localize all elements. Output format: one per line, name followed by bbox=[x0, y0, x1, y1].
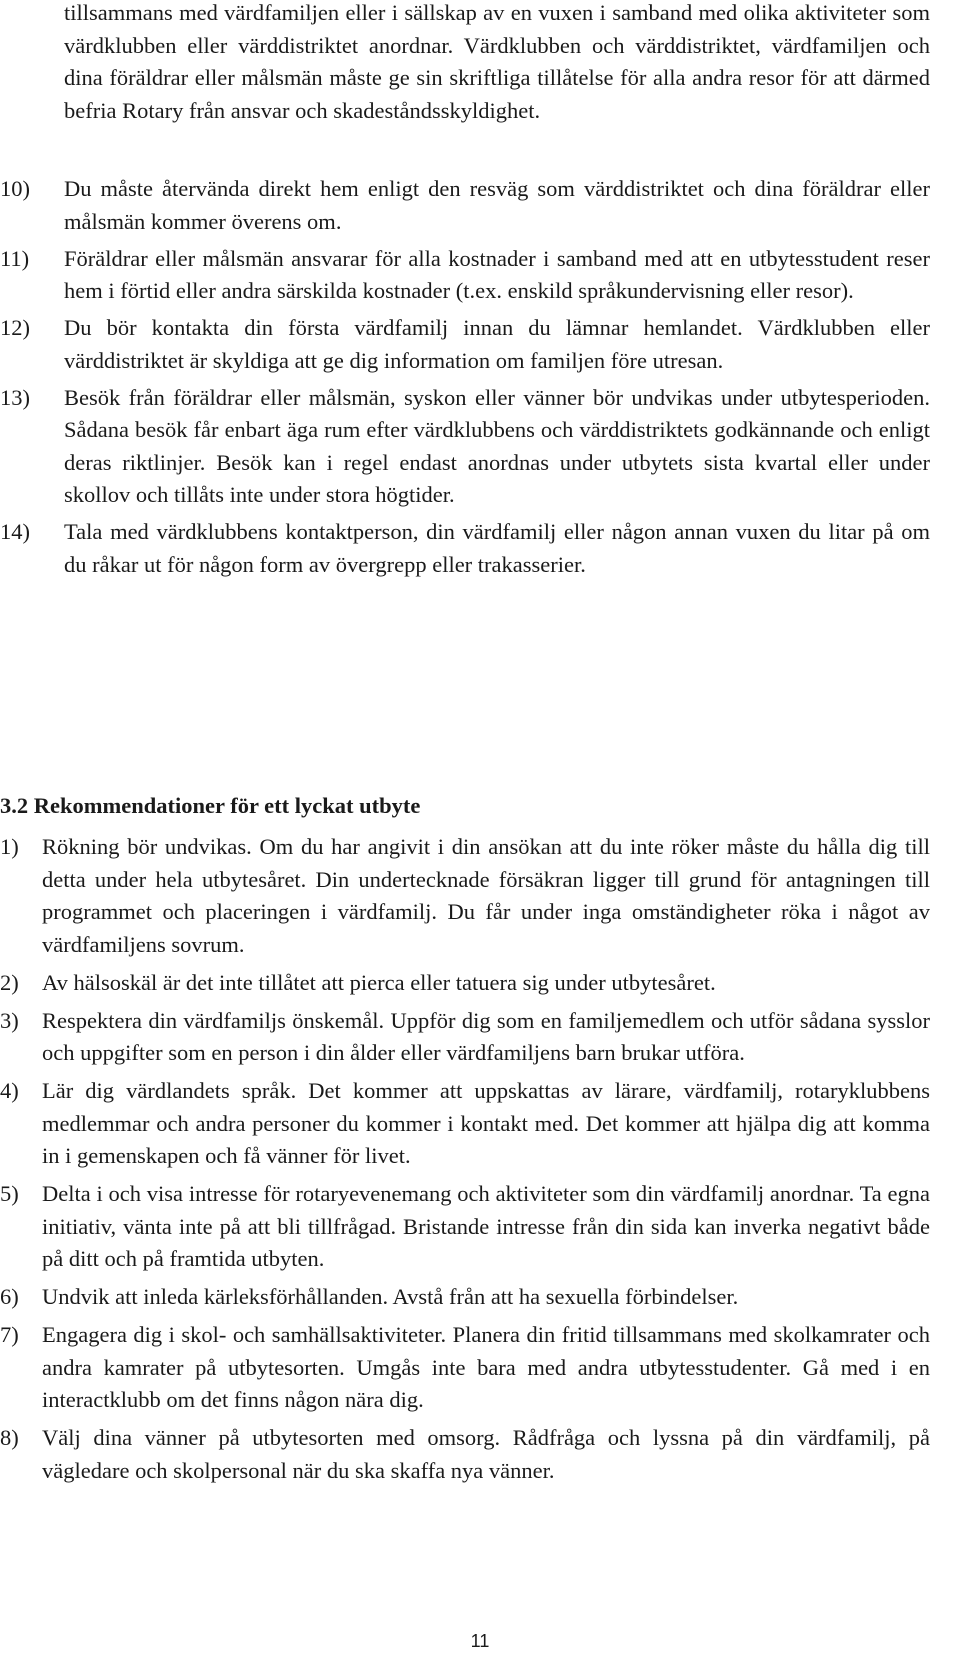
rules-list bbox=[0, 173, 930, 586]
list-item-text: Du bör kontakta din första värdfamilj innan du lämnar hemlandet. Värdklubben eller värddistriktet är skyldiga att ge dig information om familjen före utresan. bbox=[64, 315, 930, 373]
list-item-number: 14) bbox=[0, 519, 30, 544]
list-item-number: 12) bbox=[0, 315, 30, 340]
list-item-text: Undvik att inleda kärleksförhållanden. Avstå från att ha sexuella förbindelser. bbox=[42, 1284, 739, 1309]
list-item-text: Välj dina vänner på utbytesorten med omsorg. Rådfråga och lyssna på din värdfamilj, på vägledare och skolpersonal när du ska skaffa nya vänner. bbox=[42, 1425, 930, 1483]
list-item bbox=[0, 1178, 930, 1276]
list-item-number: 11) bbox=[0, 245, 30, 271]
list-item-number: 8) bbox=[0, 1425, 19, 1450]
list-item bbox=[0, 1281, 930, 1314]
list-item bbox=[0, 312, 930, 377]
list-item bbox=[0, 173, 930, 238]
list-item-text: Av hälsoskäl är det inte tillåtet att pierca eller tatuera sig under utbytesåret. bbox=[42, 969, 716, 995]
list-item-text: Tala med värdklubbens kontaktperson, din värdfamilj eller någon annan vuxen du litar på om du råkar ut för någon form av övergrepp eller trakasserier. bbox=[64, 519, 930, 577]
list-item bbox=[0, 1075, 930, 1173]
list-item-number: 3) bbox=[0, 1007, 19, 1033]
list-item bbox=[0, 382, 930, 512]
list-item-text: Du måste återvända direkt hem enligt den resväg som värddistriktet och dina föräldrar eller målsmän kommer överens om. bbox=[64, 176, 930, 234]
list-item-number: 4) bbox=[0, 1078, 19, 1103]
list-item bbox=[0, 1005, 930, 1070]
list-item-number: 13) bbox=[0, 384, 30, 410]
list-item bbox=[0, 243, 930, 308]
list-item-text: Respektera din värdfamiljs önskemål. Uppför dig som en familjemedlem och utför sådana sysslor och uppgifter som en person i din ålder eller värdfamiljens barn brukar utföra. bbox=[42, 1007, 930, 1065]
list-item-number: 5) bbox=[0, 1181, 19, 1206]
list-item-number: 10) bbox=[0, 176, 30, 201]
list-item-text: Delta i och visa intresse för rotaryevenemang och aktiviteter som din värdfamilj anordnar. Ta egna initiativ, vänta inte på att bli tillfrågad. Bristande intresse från din sida kan inverka negativt både på ditt och på framtida utbyten. bbox=[42, 1181, 930, 1271]
list-item-text: Rökning bör undvikas. Om du har angivit i din ansökan att du inte röker måste du hålla dig till detta under hela utbytesåret. Din undertecknade försäkran ligger till grund för antagningen till programmet och placeringen i värdfamilj. Du får under inga omständigheter röka i något av värdfamiljens sovrum. bbox=[42, 834, 930, 957]
list-item-text: Föräldrar eller målsmän ansvarar för alla kostnader i samband med att en utbytesstudent reser hem i förtid eller andra särskilda kostnader (t.ex. enskild språkundervisning eller resor). bbox=[64, 245, 930, 303]
list-item-number: 2) bbox=[0, 969, 19, 995]
list-item bbox=[0, 967, 930, 1000]
list-item-number: 1) bbox=[0, 834, 19, 859]
list-item bbox=[0, 1319, 930, 1417]
list-item-number: 6) bbox=[0, 1284, 19, 1309]
section-heading: 3.2 Rekommendationer för ett lyckat utbyte bbox=[0, 793, 421, 818]
list-item-text: Lär dig värdlandets språk. Det kommer att uppskattas av lärare, värdfamilj, rotaryklubbens medlemmar och andra personer du kommer i kontakt med. Det kommer att hjälpa dig att komma in i gemenskapen och få vänner för livet. bbox=[42, 1078, 930, 1168]
list-item bbox=[0, 516, 930, 581]
list-item bbox=[0, 1422, 930, 1487]
list-item-number: 7) bbox=[0, 1322, 19, 1347]
list-item bbox=[0, 831, 930, 961]
list-item-text: Besök från föräldrar eller målsmän, syskon eller vänner bör undvikas under utbytesperioden. Sådana besök får enbart äga rum efter värdklubbens och värddistriktets godkännande och enligt deras riktlinjer. Besök kan i regel endast anordnas under utbytets sista kvartal eller under skollov och tillåts inte under stora högtider. bbox=[64, 384, 930, 507]
recommendations-list bbox=[0, 831, 930, 1493]
page-number: 11 bbox=[470, 1631, 490, 1651]
continuation-paragraph: tillsammans med värdfamiljen eller i sällskap av en vuxen i samband med olika aktiviteter som värdklubben eller värddistriktet anordnar. Värdklubben och värddistriktet, värdfamiljen och dina föräldrar eller målsmän måste ge sin skriftliga tillåtelse för alla andra resor för att därmed befria Rotary från ansvar och skadeståndsskyldighet. bbox=[64, 0, 930, 123]
list-item-text: Engagera dig i skol- och samhällsaktiviteter. Planera din fritid tillsammans med skolkamrater och andra kamrater på utbytesorten. Umgås inte bara med andra utbytesstudenter. Gå med i en interactklubb om det finns någon nära dig. bbox=[42, 1322, 930, 1412]
